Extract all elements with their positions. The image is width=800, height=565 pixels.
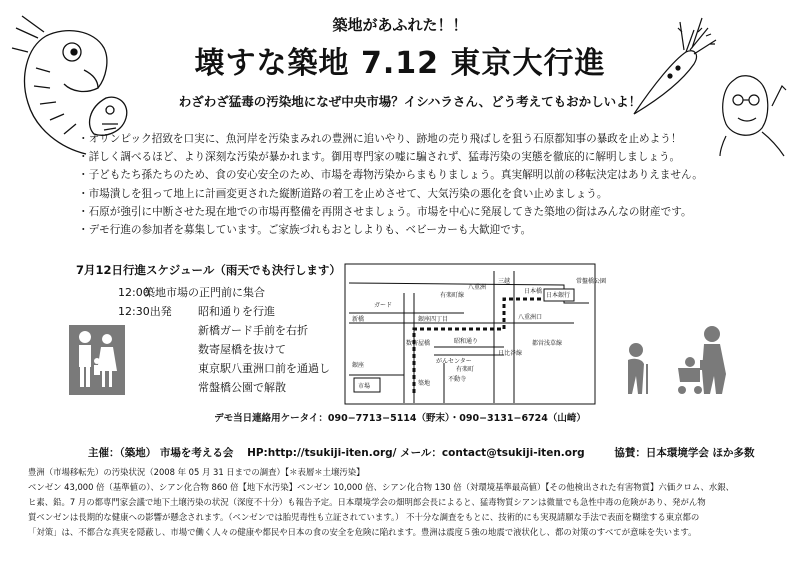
map-label: 有楽町 [456, 366, 475, 373]
map-label: 都営浅草線 [532, 340, 563, 347]
map-label: 不動寺 [448, 376, 467, 383]
map-label: 銀座 [352, 362, 365, 369]
route-map [344, 263, 607, 405]
schedule-time: 12:00 [118, 286, 150, 299]
map-label: 三越 [498, 278, 511, 285]
map-label: 銀座四丁目 [418, 316, 449, 323]
schedule-text: 築地市場の正門前に集合 [144, 286, 265, 299]
note-line: ヒ素、鉛。7 月の都専門家会議で地下土壌汚染の状況（深度不十分）も報告予定。日本環境学会の畑明郎会長によると、猛毒物質シアンは微量でも急性中毒の危険があり、発がん物 [28, 497, 706, 507]
map-label: 日本橋 [524, 288, 543, 295]
homepage-link[interactable]: HP:http://tsukiji-iten.org/ [247, 447, 397, 459]
schedule-time: 12:30出発 [118, 305, 172, 318]
schedule-row [118, 283, 330, 302]
schedule-text: 東京駅八重洲口前を通過し [198, 362, 330, 375]
schedule-row [118, 321, 330, 340]
schedule-row [118, 340, 330, 359]
elderly-stroller-pictogram-icon [622, 324, 742, 396]
bullet-list [78, 130, 738, 239]
bullet-item: ・石原が強引に中断させた現在地での市場再整備を再開させましょう。市場を中心に発展してきた築地の街はみんなの財産です。 [78, 205, 692, 218]
bullet-item: ・詳しく調べるほど、より深刻な汚染が暴かれます。御用専門家の嘘に騙されず、猛毒汚染の実態を徹底的に解明しましょう。 [78, 151, 681, 164]
note-line: ベンゼン 43,000 倍（基準値の）、シアン化合物 860 倍【地下水汚染】ベンゼン 10,000 倍、シアン化合物 130 倍（対環境基準最高値）【その他検出された有害物質】六価クロム、水銀、 [28, 482, 735, 492]
map-label: ガード [374, 302, 393, 309]
schedule-text: 常盤橋公園で解散 [198, 381, 286, 394]
note-line: 質ベンゼンは長期的な健康への影響が懸念されます。（ベンゼンでは胎児毒性も立証されています。） 不十分な調査をもとに、技術的にも実現請願な手法で表面を糊塗する東京都の [28, 512, 700, 522]
schedule-row [118, 359, 330, 378]
note-line: 豊洲（市場移転先）の汚染状況（2008 年 05 月 31 日までの調査）【＊表層＊土壌汚染】 [28, 467, 365, 477]
schedule-row [118, 378, 330, 397]
contact-phone: デモ当日連絡用ケータイ：090−7713−5114（野末）・090−3131−6724（山崎） [214, 413, 586, 424]
family-pictogram-icon [69, 325, 125, 395]
kicker-text: 築地があふれた！！ [332, 16, 468, 34]
email-link[interactable]: メール：contact@tsukiji-iten.org [400, 447, 585, 459]
map-label: 新橋 [352, 316, 365, 323]
organizer-support: 協賛：日本環境学会 ほか多数 [614, 447, 755, 459]
bullet-item: ・市場潰しを狙って地上に計画変更された縦断道路の着工を止めさせて、大気汚染の悪化を食い止めましょう。 [78, 187, 608, 200]
map-label: 昭和通り [454, 338, 479, 345]
map-label: 八重洲 [468, 284, 487, 291]
schedule-text: 昭和通りを行進 [198, 305, 275, 318]
bullet-item: ・オリンピック招致を口実に、魚河岸を汚染まみれの豊洲に追いやり、跡地の売り飛ばしを狙う石原都知事の暴政を止めよう！ [78, 133, 682, 145]
bullet-item: ・子どもたち孫たちのため、食の安心安全のため、市場を毒物汚染からまもりましょう。真実解明以前の移転決定はありえません。 [78, 169, 703, 182]
map-label: 数寄屋橋 [406, 340, 431, 347]
map-label: 日本銀行 [546, 292, 571, 299]
schedule-text: 数寄屋橋を抜けて [198, 343, 286, 356]
schedule-list [118, 283, 330, 397]
map-label: 築地 [418, 380, 431, 387]
note-line: 「対策」は、不都合な真実を隠蔽し、市場で働く人々の健康や都民や日本の食の安全を危険に陥れます。豊洲は震度５強の地震で液状化し、都の対策のすべてが意味を失います。 [28, 527, 697, 537]
page-title: 壊すな築地 7.12 東京大行進 [194, 46, 606, 81]
map-label: 市場 [358, 383, 371, 390]
map-label: 有楽町線 [440, 292, 465, 299]
subtitle: わざわざ猛毒の汚染地になぜ中央市場？イシハラさん、どう考えてもおかしいよ！ [178, 94, 642, 109]
map-label: 八重洲口 [518, 314, 543, 321]
schedule-title: 7月12日行進スケジュール（雨天でも決行します） [76, 263, 341, 277]
map-label: 常盤橋公園 [576, 278, 607, 285]
map-label: がんセンター [436, 358, 472, 365]
organizer-host: 主催：（築地） 市場を考える会 [88, 447, 234, 459]
organizer-line [88, 445, 755, 460]
schedule-row [118, 302, 330, 321]
schedule-text: 新橋ガード手前を右折 [198, 324, 308, 337]
bullet-item: ・デモ行進の参加者を募集しています。ご家族づれもおとしよりも、ベビーカーも大歓迎です。 [78, 224, 532, 237]
pollution-notes [28, 465, 776, 540]
map-label: 日比谷線 [498, 350, 523, 357]
